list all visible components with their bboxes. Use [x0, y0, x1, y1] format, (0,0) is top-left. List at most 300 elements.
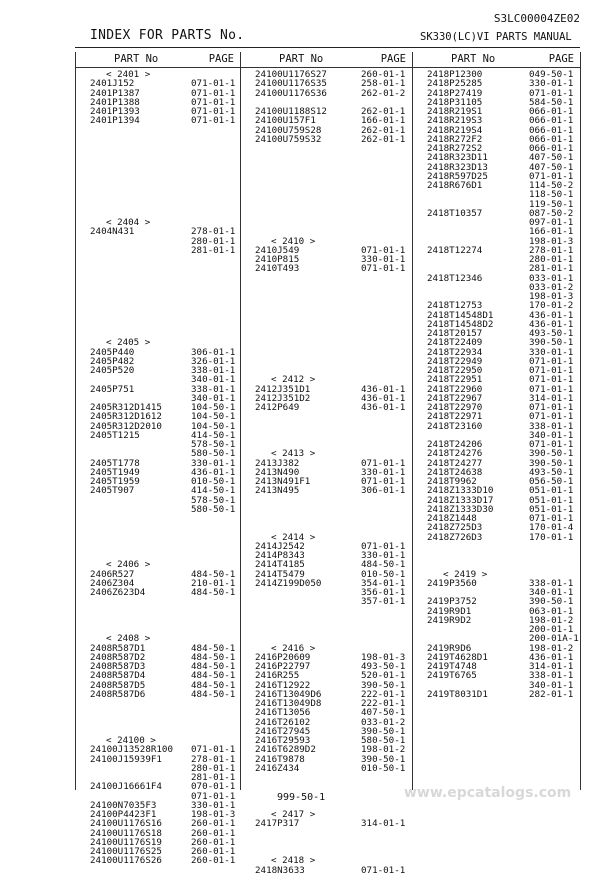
page-ref: 580-50-1: [191, 448, 236, 460]
blank-row: [241, 311, 412, 320]
blank-row: [76, 283, 240, 292]
page-ref: 306-01-1: [361, 485, 406, 497]
part-number: 2418P25285: [427, 78, 483, 90]
blank-row: [241, 523, 412, 532]
page-ref: 049-50-1: [529, 69, 574, 80]
index-entry: [76, 819, 240, 828]
index-entry: [76, 690, 240, 699]
page-ref: 390-50-1: [361, 679, 406, 691]
part-number: 2405T1778: [90, 457, 140, 469]
part-number: 2418T12753: [427, 300, 483, 312]
blank-row: [76, 597, 240, 606]
part-number: 2418T22934: [427, 346, 483, 358]
page-ref: 330-01-1: [191, 799, 236, 811]
page-ref: 280-01-1: [529, 254, 574, 265]
part-number: 2418N3633: [255, 864, 305, 876]
page-ref: 200-01A-1: [529, 633, 579, 645]
blank-row: [241, 163, 412, 172]
group-label: < 2406 >: [106, 559, 151, 571]
part-number: 2408R587D6: [90, 688, 146, 700]
page-ref: 340-01-1: [529, 679, 574, 691]
blank-row: [76, 255, 240, 264]
page-ref: 356-01-1: [361, 587, 406, 598]
page-ref: 281-01-1: [191, 772, 236, 783]
index-entry: [76, 829, 240, 838]
blank-row: [413, 551, 580, 560]
page-ref: 338-01-1: [529, 577, 574, 589]
page-ref: 340-01-1: [191, 392, 236, 404]
blank-row: [76, 514, 240, 523]
part-number: 2416T13056: [255, 707, 311, 719]
part-number: 24100U157F1: [255, 115, 316, 127]
page-ref: 119-50-1: [529, 198, 574, 210]
part-number: 2405T1215: [90, 429, 140, 441]
index-entry: [241, 819, 412, 828]
page-ref: 314-01-1: [361, 818, 406, 830]
part-number: 2401P1393: [90, 106, 140, 117]
blank-row: [241, 200, 412, 209]
index-entry: [241, 597, 412, 606]
group-label: < 2408 >: [106, 633, 151, 645]
part-number: 2418Z1333D30: [427, 503, 494, 515]
part-number: 2413J382: [255, 457, 300, 469]
page-ref: 262-01-1: [361, 133, 406, 145]
blank-row: [241, 422, 412, 431]
page-ref: 170-01-1: [529, 531, 574, 543]
page-ref: 262-01-1: [361, 124, 406, 136]
part-number: 2404N431: [90, 226, 135, 238]
group-label: < 2413 >: [271, 448, 316, 460]
part-number: 2418T9962: [427, 476, 477, 487]
page-ref: 258-01-1: [361, 78, 406, 90]
part-number: 2419T8031D1: [427, 688, 488, 700]
page-ref: 280-01-1: [191, 235, 236, 247]
blank-row: [241, 283, 412, 292]
part-number: 2416T13049D6: [255, 688, 322, 700]
index-entry: [241, 764, 412, 773]
page-ref: 520-01-1: [361, 670, 406, 682]
blank-row: [413, 542, 580, 551]
part-number: 2408R587D3: [90, 661, 146, 672]
page-ref: 097-01-1: [529, 217, 574, 228]
part-number: 2419R9D2: [427, 614, 472, 626]
part-number: 24100U759S32: [255, 133, 322, 145]
part-number: 2418T24638: [427, 466, 483, 478]
part-number: 2413N495: [255, 485, 300, 497]
part-number: 2405T907: [90, 485, 135, 497]
blank-row: [76, 533, 240, 542]
page-ref: 010-50-1: [361, 762, 406, 774]
page-ref: 071-01-1: [529, 170, 574, 182]
page-ref: 066-01-1: [529, 115, 574, 127]
part-number: 2418T24276: [427, 448, 483, 460]
blank-row: [241, 792, 412, 801]
group-label: < 2412 >: [271, 374, 316, 386]
page-ref: 063-01-1: [529, 605, 574, 617]
page-ref: 484-50-1: [191, 642, 236, 654]
part-number: 2418R323D11: [427, 152, 488, 164]
page-ref: 484-50-1: [191, 587, 236, 598]
part-number: 2416T26102: [255, 716, 311, 728]
blank-row: [241, 301, 412, 310]
blank-row: [241, 348, 412, 357]
part-number: 2418T24277: [427, 457, 483, 469]
part-number: 2418Z1448: [427, 513, 477, 524]
part-number: 24100U1176S26: [90, 855, 162, 867]
part-number: 2408R587D5: [90, 679, 146, 691]
part-number: 2418T22951: [427, 374, 483, 386]
page-ref: 210-01-1: [191, 577, 236, 589]
part-number: 2405R312D1415: [90, 402, 162, 413]
blank-row: [76, 153, 240, 162]
page-ref: 033-01-1: [529, 272, 574, 284]
part-number: 2418Z725D3: [427, 522, 483, 534]
blank-row: [241, 607, 412, 616]
part-number: 24100U1176S27: [255, 69, 327, 80]
page-ref: 330-01-1: [361, 254, 406, 265]
page-ref: 071-01-1: [529, 365, 574, 376]
part-number: 2406Z623D4: [90, 587, 146, 598]
page-ref: 262-01-1: [361, 106, 406, 117]
page-ref: 071-01-1: [361, 476, 406, 487]
page-title: INDEX FOR PARTS No.: [90, 28, 245, 43]
page-ref: 278-01-1: [191, 226, 236, 238]
blank-row: [76, 126, 240, 135]
page-ref: 282-01-1: [529, 688, 574, 700]
page-ref: 071-01-1: [529, 439, 574, 450]
page-ref: 071-01-1: [361, 263, 406, 275]
page-ref: 338-01-1: [529, 420, 574, 432]
page-ref: 071-01-1: [191, 744, 236, 756]
page-ref: 484-50-1: [191, 651, 236, 663]
part-number: 2419T4628D1: [427, 651, 488, 663]
blank-row: [76, 329, 240, 338]
blank-row: [241, 172, 412, 181]
part-number: 2416T6289D2: [255, 744, 316, 756]
page-ref: 198-01-2: [361, 744, 406, 756]
index-rows: [241, 68, 412, 875]
part-number: 2418T22409: [427, 337, 483, 349]
group-label: < 2419 >: [443, 568, 488, 580]
page-ref: 414-50-1: [191, 429, 236, 441]
page-ref: 198-01-3: [191, 809, 236, 820]
part-number: 2419R9D6: [427, 642, 472, 654]
page-ref: 338-01-1: [191, 365, 236, 376]
blank-row: [241, 144, 412, 153]
page-ref: 071-01-1: [191, 790, 236, 802]
page-ref: 071-01-1: [529, 87, 574, 99]
part-number: 24100U1176S36: [255, 87, 327, 99]
blank-row: [76, 727, 240, 736]
blank-row: [241, 625, 412, 634]
part-number: 2418R219S4: [427, 124, 483, 136]
page-ref: 326-01-1: [191, 355, 236, 367]
page-ref: 200-01-1: [529, 624, 574, 635]
page-ref: 278-01-1: [529, 244, 574, 256]
page-ref: 170-01-2: [529, 300, 574, 312]
page-ref: 262-01-2: [361, 87, 406, 99]
page-ref: 580-50-1: [361, 735, 406, 746]
part-number: 2416T9878: [255, 753, 305, 765]
part-number: 2418T22950: [427, 365, 483, 376]
blank-row: [76, 311, 240, 320]
blank-row: [241, 181, 412, 190]
blank-row: [76, 181, 240, 190]
group-label: < 2418 >: [271, 855, 316, 867]
page-ref: 306-01-1: [191, 346, 236, 358]
index-entry: [413, 690, 580, 699]
part-number: 2406Z304: [90, 577, 135, 589]
part-number: 24100U1176S16: [90, 818, 162, 830]
page-ref: 584-50-1: [529, 96, 574, 108]
page-header: PAGE: [208, 53, 234, 65]
page-ref: 051-01-1: [529, 503, 574, 515]
page-ref: 071-01-1: [361, 457, 406, 469]
page-ref: 222-01-1: [361, 698, 406, 709]
part-number: 2413N491F1: [255, 476, 311, 487]
blank-row: [241, 616, 412, 625]
part-number: 2418T14548D1: [427, 309, 494, 321]
part-number: 2416R255: [255, 670, 300, 682]
page-ref: 281-01-1: [191, 244, 236, 256]
group-heading: [241, 856, 412, 865]
page-ref: 071-01-1: [191, 78, 236, 90]
page-ref: 071-01-1: [529, 355, 574, 367]
page-ref: 340-01-1: [191, 374, 236, 386]
page-ref: 281-01-1: [529, 263, 574, 275]
blank-row: [76, 699, 240, 708]
page-ref: 071-01-1: [529, 402, 574, 413]
index-entry: [76, 116, 240, 125]
blank-row: [241, 801, 412, 810]
manual-name: SK330(LC)VI PARTS MANUAL: [420, 31, 572, 43]
part-number: 2418T14548D2: [427, 318, 494, 330]
footer-page-number: 999-50-1: [277, 792, 326, 803]
part-number: 2401P1394: [90, 115, 140, 127]
part-no-header: PART No: [279, 53, 324, 65]
page-ref: 071-01-1: [191, 87, 236, 99]
page-code: S3LC00004ZE02: [493, 12, 580, 25]
part-number: 2418R323D13: [427, 161, 488, 173]
blank-row: [76, 200, 240, 209]
blank-row: [76, 708, 240, 717]
page-ref: 260-01-1: [191, 836, 236, 848]
part-number: 2418P27419: [427, 87, 483, 99]
part-number: 2401P1388: [90, 96, 140, 108]
page-ref: 010-50-1: [191, 476, 236, 487]
part-number: 2414P8343: [255, 550, 305, 561]
part-number: 2419T6765: [427, 670, 477, 682]
blank-row: [76, 135, 240, 144]
part-number: 2418T20157: [427, 328, 483, 339]
index-entry: [76, 246, 240, 255]
blank-row: [76, 523, 240, 532]
part-number: 24100N7035F3: [90, 799, 157, 811]
page-ref: 071-01-1: [191, 106, 236, 117]
page-ref: 390-50-1: [529, 337, 574, 349]
page-ref: 436-01-1: [361, 383, 406, 395]
part-no-header: PART No: [114, 53, 159, 65]
part-number: 2418R676D1: [427, 180, 483, 191]
page-ref: 330-01-1: [529, 346, 574, 358]
part-number: 2405P482: [90, 355, 135, 367]
index-rows: [76, 68, 240, 866]
blank-row: [76, 625, 240, 634]
part-number: 2418T12346: [427, 272, 483, 284]
blank-row: [241, 338, 412, 347]
page-ref: 010-50-1: [361, 568, 406, 580]
part-number: 24100P4423F1: [90, 809, 157, 820]
part-number: 2418T22960: [427, 383, 483, 395]
index-rows: [413, 68, 580, 699]
part-number: 2418T10357: [427, 207, 483, 219]
group-label: < 2405 >: [106, 337, 151, 349]
page-ref: 066-01-1: [529, 143, 574, 154]
part-number: 2416P22797: [255, 661, 311, 672]
page-ref: 407-50-1: [529, 152, 574, 164]
part-number: 2408R587D1: [90, 642, 146, 654]
part-number: 2413N490: [255, 466, 300, 478]
page-ref: 338-01-1: [191, 383, 236, 395]
page-ref: 390-50-1: [529, 596, 574, 608]
page-ref: 071-01-1: [529, 513, 574, 524]
index-entry: [76, 838, 240, 847]
part-number: 24100J15939F1: [90, 753, 162, 765]
part-number: 2418R597D25: [427, 170, 488, 182]
page-ref: 436-01-1: [529, 309, 574, 321]
part-number: 24100J13528R100: [90, 744, 173, 756]
part-number: 2410T493: [255, 263, 300, 275]
blank-row: [241, 412, 412, 421]
blank-row: [76, 542, 240, 551]
group-label: < 2404 >: [106, 217, 151, 228]
part-number: 2405R312D2010: [90, 420, 162, 432]
blank-row: [241, 773, 412, 782]
blank-row: [76, 209, 240, 218]
page-ref: 071-01-1: [361, 864, 406, 876]
page-ref: 104-50-1: [191, 420, 236, 432]
column-header: [241, 52, 412, 68]
index-entry: [241, 264, 412, 273]
group-label: < 24100 >: [106, 735, 156, 746]
blank-row: [241, 514, 412, 523]
part-number: 2419P3560: [427, 577, 477, 589]
page-ref: 390-50-1: [361, 725, 406, 737]
blank-row: [241, 505, 412, 514]
page-ref: 170-01-4: [529, 522, 574, 534]
index-entry: [241, 866, 412, 875]
page-ref: 114-50-2: [529, 180, 574, 191]
blank-row: [76, 292, 240, 301]
page-ref: 484-50-1: [191, 568, 236, 580]
page-ref: 493-50-1: [361, 661, 406, 672]
part-number: 2405P440: [90, 346, 135, 358]
part-number: 2405P751: [90, 383, 135, 395]
page-ref: 436-01-1: [529, 318, 574, 330]
part-number: 2408R587D4: [90, 670, 146, 682]
blank-row: [76, 718, 240, 727]
blank-row: [241, 227, 412, 236]
part-number: 2408R587D2: [90, 651, 146, 663]
part-number: 2418T22971: [427, 411, 483, 423]
page-ref: 166-01-1: [361, 115, 406, 127]
page-ref: 071-01-1: [191, 96, 236, 108]
blank-row: [241, 274, 412, 283]
part-number: 2418T23160: [427, 420, 483, 432]
part-number: 2418T12274: [427, 244, 483, 256]
blank-row: [241, 440, 412, 449]
page-ref: 484-50-1: [191, 688, 236, 700]
part-number: 2412J351D1: [255, 383, 311, 395]
page-ref: 260-01-1: [191, 827, 236, 839]
page-ref: 260-01-1: [191, 855, 236, 867]
page-ref: 066-01-1: [529, 133, 574, 145]
group-heading: [241, 810, 412, 819]
part-number: 24100U1176S19: [90, 836, 162, 848]
index-entry: [76, 856, 240, 865]
column-divider: [580, 52, 581, 790]
blank-row: [76, 551, 240, 560]
page-ref: 580-50-1: [191, 503, 236, 515]
page-ref: 033-01-2: [529, 281, 574, 293]
page-ref: 407-50-1: [529, 161, 574, 173]
part-number: 2418R272F2: [427, 133, 483, 145]
page-ref: 104-50-1: [191, 402, 236, 413]
page-ref: 198-01-3: [361, 651, 406, 663]
page-ref: 493-50-1: [529, 466, 574, 478]
page-ref: 071-01-1: [361, 244, 406, 256]
blank-row: [76, 301, 240, 310]
page-ref: 198-01-2: [529, 614, 574, 626]
blank-row: [241, 292, 412, 301]
part-number: 2416T27945: [255, 725, 311, 737]
part-number: 2414T5479: [255, 568, 305, 580]
page-ref: 338-01-1: [529, 670, 574, 682]
page-ref: 357-01-1: [361, 596, 406, 608]
page-ref: 578-50-1: [191, 439, 236, 450]
page-ref: 071-01-1: [361, 540, 406, 552]
part-number: 2418T22970: [427, 402, 483, 413]
part-number: 2416P20609: [255, 651, 311, 663]
blank-row: [241, 431, 412, 440]
part-number: 2419P3752: [427, 596, 477, 608]
page-ref: 436-01-1: [361, 402, 406, 413]
page-ref: 033-01-2: [361, 716, 406, 728]
page-ref: 280-01-1: [191, 762, 236, 774]
part-number: 2418P12300: [427, 69, 483, 80]
part-number: 2405P520: [90, 365, 135, 376]
page-ref: 071-01-1: [529, 411, 574, 423]
column-header: [413, 52, 580, 68]
page-ref: 066-01-1: [529, 106, 574, 117]
page-ref: 340-01-1: [529, 587, 574, 598]
part-number: 24100U1188S12: [255, 106, 327, 117]
page-ref: 436-01-1: [529, 651, 574, 663]
index-entry: [241, 486, 412, 495]
page-ref: 340-01-1: [529, 429, 574, 441]
page-ref: 198-01-3: [529, 235, 574, 247]
blank-row: [76, 190, 240, 199]
index-entry: [413, 533, 580, 542]
page-ref: 118-50-1: [529, 189, 574, 201]
part-number: 2414J2542: [255, 540, 305, 552]
blank-row: [241, 366, 412, 375]
blank-row: [76, 320, 240, 329]
blank-row: [241, 320, 412, 329]
part-number: 2419T4748: [427, 661, 477, 672]
index-entry: [241, 135, 412, 144]
blank-row: [76, 274, 240, 283]
